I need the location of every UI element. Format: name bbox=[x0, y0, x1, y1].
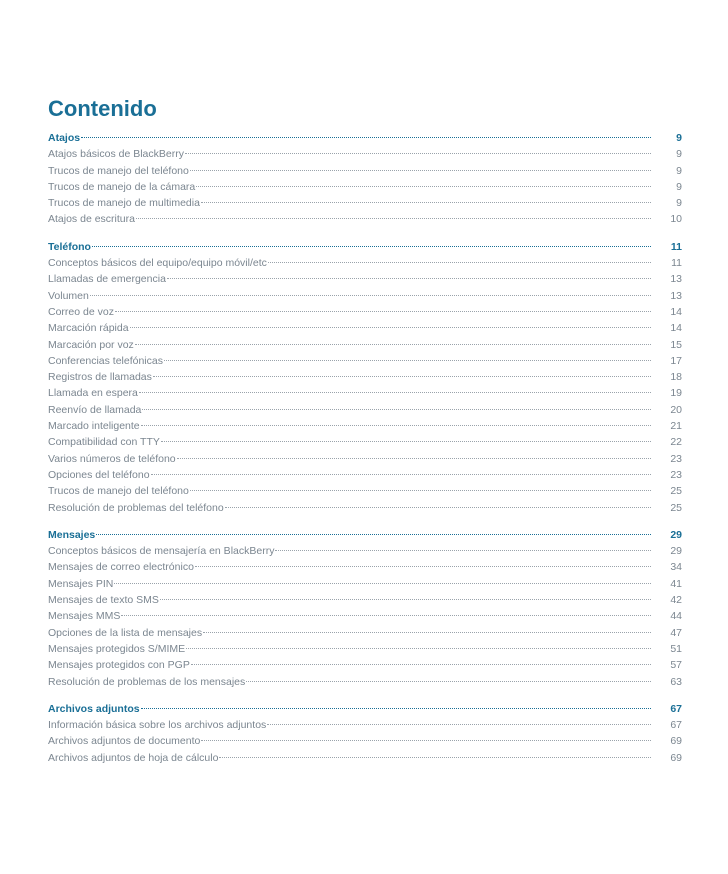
toc-entry-label: Trucos de manejo del teléfono bbox=[48, 164, 189, 177]
toc-entry[interactable] bbox=[48, 483, 682, 499]
page-number: 19 bbox=[670, 387, 682, 400]
page-number: 14 bbox=[670, 305, 682, 318]
dot-leader bbox=[141, 425, 651, 426]
toc-entry-label: Opciones de la lista de mensajes bbox=[48, 626, 203, 639]
page-number: 69 bbox=[670, 735, 682, 748]
toc-entry-label: Opciones del teléfono bbox=[48, 468, 150, 481]
dot-leader bbox=[160, 599, 651, 600]
toc-entry[interactable] bbox=[48, 418, 682, 434]
page-number: 29 bbox=[670, 545, 682, 558]
page-title: Contenido bbox=[48, 96, 157, 121]
dot-leader bbox=[201, 202, 651, 203]
page-number: 13 bbox=[670, 289, 682, 302]
dot-leader bbox=[195, 566, 651, 567]
toc-entry[interactable] bbox=[48, 500, 682, 516]
toc-heading-label: Teléfono bbox=[48, 240, 91, 253]
toc-entry[interactable] bbox=[48, 337, 682, 353]
toc-entry[interactable] bbox=[48, 451, 682, 467]
toc-entry[interactable] bbox=[48, 255, 682, 271]
toc-entry-label: Conferencias telefónicas bbox=[48, 354, 163, 367]
toc-heading-label: Atajos bbox=[48, 132, 81, 144]
dot-leader bbox=[190, 170, 651, 171]
dot-leader bbox=[142, 409, 651, 410]
toc-entry[interactable] bbox=[48, 434, 682, 450]
page-number: 47 bbox=[670, 626, 682, 639]
toc-entry-label: Conceptos básicos del equipo/equipo móvil/etc bbox=[48, 257, 267, 270]
table-of-contents bbox=[48, 130, 682, 766]
toc-entry-label: Información básica sobre los archivos adjuntos bbox=[48, 719, 267, 732]
toc-entry-label: Varios números de teléfono bbox=[48, 452, 176, 465]
toc-entry-label: Mensajes protegidos con PGP bbox=[48, 659, 190, 672]
toc-entry-label: Archivos adjuntos de documento bbox=[48, 735, 201, 748]
toc-entry-label: Mensajes protegidos S/MIME bbox=[48, 642, 186, 655]
page-number: 17 bbox=[670, 354, 682, 367]
dot-leader bbox=[136, 218, 651, 219]
page-number: 23 bbox=[670, 452, 682, 465]
dot-leader bbox=[121, 615, 651, 616]
toc-section-heading[interactable] bbox=[48, 701, 682, 717]
dot-leader bbox=[225, 507, 651, 508]
toc-section bbox=[48, 527, 682, 690]
dot-leader bbox=[246, 681, 651, 682]
toc-entry-label: Llamada en espera bbox=[48, 387, 138, 400]
toc-entry[interactable] bbox=[48, 195, 682, 211]
dot-leader bbox=[196, 186, 651, 187]
dot-leader bbox=[153, 376, 651, 377]
dot-leader bbox=[201, 740, 651, 741]
dot-leader bbox=[90, 295, 651, 296]
page-number: 13 bbox=[670, 273, 682, 286]
page-number: 20 bbox=[670, 403, 682, 416]
page-number: 9 bbox=[676, 164, 682, 177]
toc-entry-label: Volumen bbox=[48, 289, 89, 302]
page-number: 10 bbox=[670, 213, 682, 226]
page-number: 69 bbox=[670, 751, 682, 764]
toc-entry-label: Marcado inteligente bbox=[48, 420, 140, 433]
page-number: 25 bbox=[670, 485, 682, 498]
page-number: 41 bbox=[670, 577, 682, 590]
page-number: 9 bbox=[676, 180, 682, 193]
toc-entry[interactable] bbox=[48, 369, 682, 385]
page-number: 23 bbox=[670, 468, 682, 481]
toc-entry-label: Registros de llamadas bbox=[48, 371, 152, 384]
page-number: 22 bbox=[670, 436, 682, 449]
dot-leader bbox=[186, 648, 651, 649]
dot-leader bbox=[92, 246, 651, 247]
toc-entry[interactable] bbox=[48, 576, 682, 592]
toc-entry-label: Resolución de problemas de los mensajes bbox=[48, 675, 246, 688]
toc-entry-label: Llamadas de emergencia bbox=[48, 273, 166, 286]
toc-entry-label: Trucos de manejo de multimedia bbox=[48, 197, 200, 210]
dot-leader bbox=[177, 458, 651, 459]
toc-entry-label: Mensajes PIN bbox=[48, 577, 114, 590]
toc-section bbox=[48, 701, 682, 766]
toc-section-heading[interactable] bbox=[48, 130, 682, 146]
toc-entry[interactable] bbox=[48, 385, 682, 401]
toc-entry-label: Trucos de manejo de la cámara bbox=[48, 180, 196, 193]
toc-entry-label: Resolución de problemas del teléfono bbox=[48, 501, 224, 514]
page-number: 15 bbox=[670, 338, 682, 351]
dot-leader bbox=[81, 137, 651, 138]
dot-leader bbox=[115, 311, 651, 312]
toc-heading-label: Mensajes bbox=[48, 528, 96, 541]
page-number: 67 bbox=[670, 702, 682, 715]
toc-entry[interactable] bbox=[48, 271, 682, 287]
dot-leader bbox=[114, 583, 651, 584]
dot-leader bbox=[267, 724, 651, 725]
page-number: 21 bbox=[670, 420, 682, 433]
toc-entry[interactable] bbox=[48, 402, 682, 418]
page-number: 42 bbox=[670, 594, 682, 607]
dot-leader bbox=[96, 534, 651, 535]
page-number: 11 bbox=[671, 257, 682, 270]
toc-entry[interactable] bbox=[48, 179, 682, 195]
page-number: 51 bbox=[670, 642, 682, 655]
dot-leader bbox=[203, 632, 651, 633]
toc-heading-label: Archivos adjuntos bbox=[48, 702, 140, 715]
toc-entry[interactable] bbox=[48, 733, 682, 749]
toc-entry-label: Mensajes MMS bbox=[48, 610, 121, 623]
toc-entry-label: Compatibilidad con TTY bbox=[48, 436, 160, 449]
toc-entry[interactable] bbox=[48, 353, 682, 369]
page-number: 9 bbox=[676, 148, 682, 161]
page-number: 25 bbox=[670, 501, 682, 514]
toc-entry[interactable] bbox=[48, 288, 682, 304]
toc-entry[interactable] bbox=[48, 320, 682, 336]
dot-leader bbox=[130, 327, 651, 328]
dot-leader bbox=[135, 344, 651, 345]
dot-leader bbox=[141, 708, 651, 709]
toc-section-heading[interactable] bbox=[48, 527, 682, 543]
dot-leader bbox=[185, 153, 651, 154]
toc-entry-label: Correo de voz bbox=[48, 305, 114, 318]
toc-entry[interactable] bbox=[48, 717, 682, 733]
toc-entry[interactable] bbox=[48, 641, 682, 657]
page-number: 29 bbox=[670, 528, 682, 541]
toc-entry-label: Reenvío de llamada bbox=[48, 403, 142, 416]
page-number: 34 bbox=[670, 561, 682, 574]
page-number: 57 bbox=[670, 659, 682, 672]
toc-entry-label: Atajos de escritura bbox=[48, 213, 135, 226]
page-number: 67 bbox=[670, 719, 682, 732]
toc-section-heading[interactable] bbox=[48, 239, 682, 255]
toc-entry[interactable] bbox=[48, 674, 682, 690]
dot-leader bbox=[268, 262, 651, 263]
dot-leader bbox=[275, 550, 651, 551]
toc-entry-label: Atajos básicos de BlackBerry bbox=[48, 148, 184, 161]
dot-leader bbox=[164, 360, 651, 361]
toc-section bbox=[48, 130, 682, 228]
toc-entry-label: Trucos de manejo del teléfono bbox=[48, 485, 189, 498]
toc-entry-label: Marcación por voz bbox=[48, 338, 134, 351]
toc-entry[interactable] bbox=[48, 543, 682, 559]
page-number: 63 bbox=[670, 675, 682, 688]
toc-entry[interactable] bbox=[48, 163, 682, 179]
toc-section bbox=[48, 239, 682, 516]
toc-entry[interactable] bbox=[48, 625, 682, 641]
toc-entry[interactable] bbox=[48, 559, 682, 575]
toc-entry[interactable] bbox=[48, 211, 682, 227]
toc-entry-label: Marcación rápida bbox=[48, 322, 129, 335]
toc-entry[interactable] bbox=[48, 467, 682, 483]
toc-entry-label: Conceptos básicos de mensajería en BlackBerry bbox=[48, 545, 275, 558]
toc-entry-label: Mensajes de texto SMS bbox=[48, 594, 159, 607]
page-number: 44 bbox=[670, 610, 682, 623]
page-number: 9 bbox=[676, 132, 682, 144]
toc-entry[interactable] bbox=[48, 592, 682, 608]
dot-leader bbox=[190, 490, 651, 491]
page-number: 14 bbox=[670, 322, 682, 335]
dot-leader bbox=[151, 474, 651, 475]
dot-leader bbox=[161, 441, 651, 442]
page-number: 18 bbox=[670, 371, 682, 384]
toc-page bbox=[48, 96, 682, 777]
page-number: 11 bbox=[670, 240, 682, 253]
toc-entry[interactable] bbox=[48, 608, 682, 624]
dot-leader bbox=[191, 664, 651, 665]
dot-leader bbox=[139, 392, 651, 393]
page-number: 9 bbox=[676, 197, 682, 210]
toc-entry[interactable] bbox=[48, 304, 682, 320]
toc-entry[interactable] bbox=[48, 750, 682, 766]
toc-entry[interactable] bbox=[48, 657, 682, 673]
dot-leader bbox=[219, 757, 651, 758]
toc-entry-label: Mensajes de correo electrónico bbox=[48, 561, 194, 574]
dot-leader bbox=[167, 278, 651, 279]
toc-entry[interactable] bbox=[48, 146, 682, 162]
toc-entry-label: Archivos adjuntos de hoja de cálculo bbox=[48, 751, 219, 764]
